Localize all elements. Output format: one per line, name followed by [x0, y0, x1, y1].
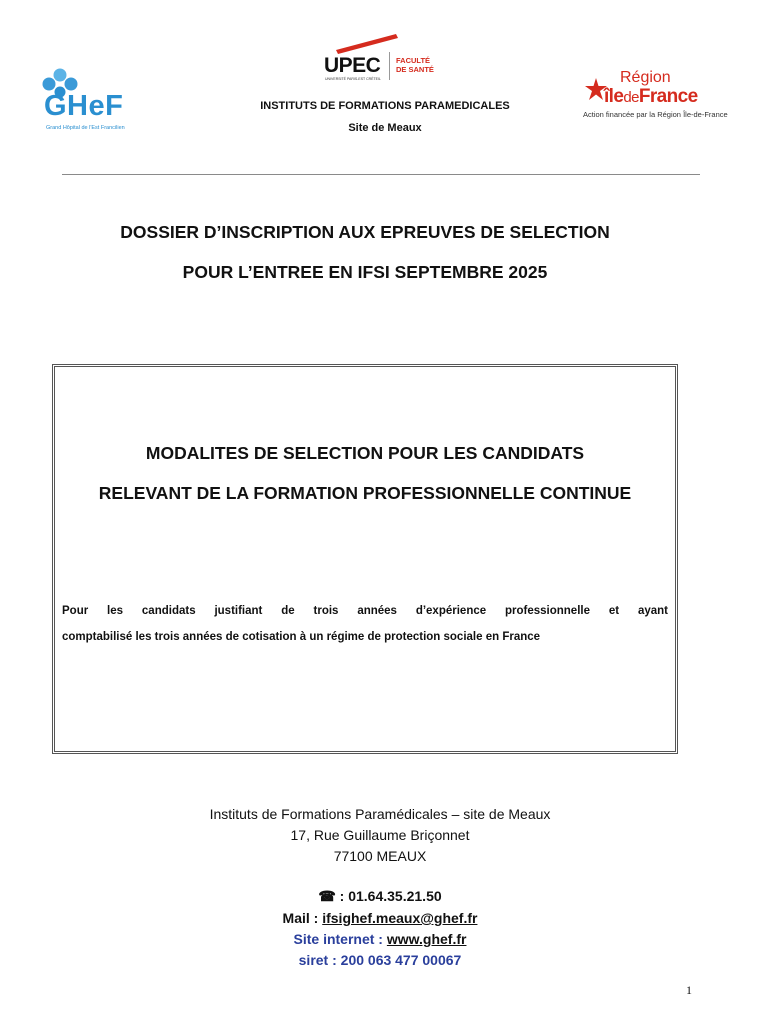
upec-faculty-line1: FACULTÉ — [396, 56, 431, 65]
website-link[interactable]: www.ghef.fr — [386, 931, 467, 947]
idf-ile: île — [604, 86, 624, 107]
selection-box — [52, 364, 678, 754]
footer-institution: Instituts de Formations Paramédicales – site de Meaux — [209, 806, 551, 822]
document-title-line2: POUR L’ENTREE EN IFSI SEPTEMBRE 2025 — [182, 262, 548, 282]
header-divider — [62, 174, 700, 175]
footer-website — [130, 931, 630, 947]
telephone-icon: ☎ — [318, 888, 336, 904]
idf-de: de — [623, 89, 639, 106]
institution-heading: INSTITUTS DE FORMATIONS PARAMEDICALES — [260, 100, 510, 112]
footer-phone — [130, 888, 630, 905]
mail-link[interactable]: ifsighef.meaux@ghef.fr — [322, 910, 478, 926]
upec-divider — [389, 52, 390, 80]
box-text-line2: comptabilisé les trois années de cotisation à un régime de protection sociale en France — [62, 631, 541, 643]
phone-number: : 01.64.35.21.50 — [335, 888, 442, 904]
site-label: Site internet : — [293, 931, 387, 947]
idf-wordmark — [604, 87, 698, 106]
upec-wordmark: UPEC — [324, 54, 381, 77]
upec-faculty-label — [396, 56, 434, 74]
page-number: 1 — [686, 983, 692, 997]
upec-tagline: UNIVERSITÉ PARIS-EST CRÉTEIL — [325, 77, 381, 81]
footer-city: 77100 MEAUX — [333, 848, 427, 864]
footer-street: 17, Rue Guillaume Briçonnet — [290, 827, 470, 843]
document-title-line1: DOSSIER D’INSCRIPTION AUX EPREUVES DE SELECTION — [120, 222, 610, 242]
mail-label: Mail : — [282, 910, 323, 926]
idf-france: France — [638, 86, 698, 107]
footer-mail — [130, 910, 630, 926]
footer-siret: siret : 200 063 477 00067 — [298, 952, 462, 968]
region-idf-logo — [582, 68, 744, 124]
upec-logo — [322, 34, 444, 84]
upec-red-swoosh-icon — [336, 34, 400, 54]
upec-faculty-line2: DE SANTÉ — [396, 65, 434, 74]
box-text-line1: Pour les candidats justifiant de trois années d’expérience professionnelle et ayant — [62, 605, 668, 617]
ghef-wordmark: GHeF — [44, 90, 124, 122]
region-caption: Action financée par la Région Île-de-France — [583, 110, 728, 119]
box-title-line1: MODALITES DE SELECTION POUR LES CANDIDATS — [145, 443, 585, 463]
region-word: Région — [620, 69, 671, 86]
ghef-subtitle: Grand Hôpital de l'Est Francilien — [46, 125, 125, 131]
box-title-line2: RELEVANT DE LA FORMATION PROFESSIONNELLE CONTINUE — [98, 483, 632, 503]
ghef-logo — [36, 68, 148, 134]
site-heading: Site de Meaux — [348, 122, 422, 134]
